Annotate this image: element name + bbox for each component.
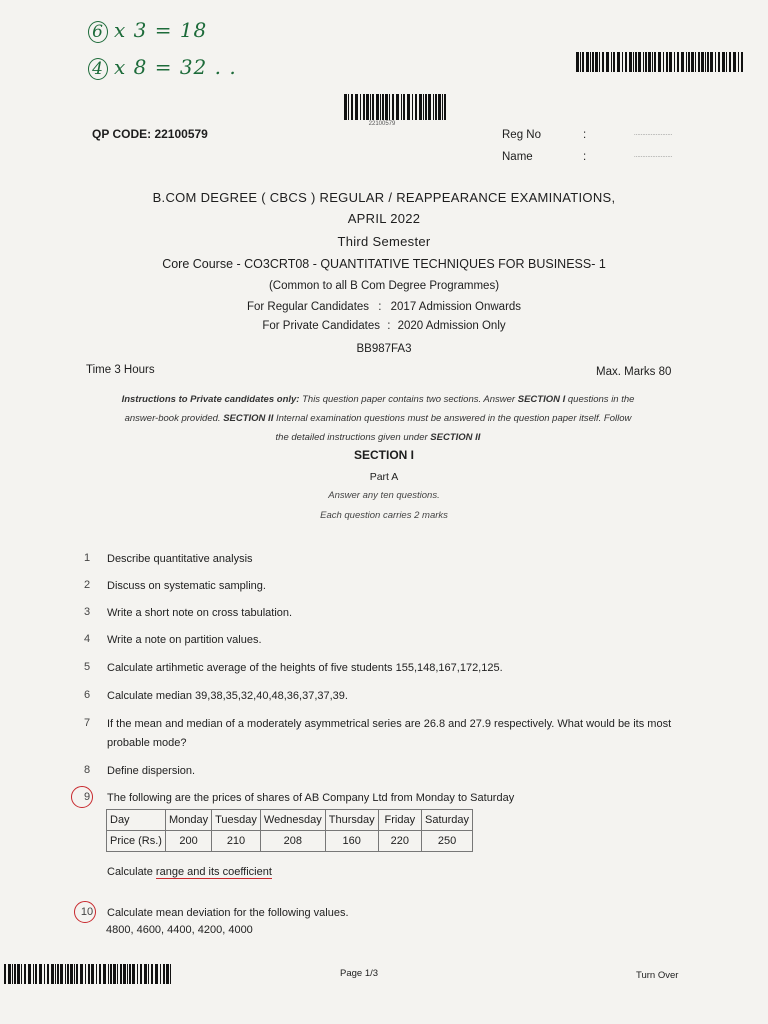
barcode-bar <box>412 94 413 120</box>
barcode-bar <box>163 964 165 984</box>
barcode-bar <box>160 964 161 984</box>
barcode-bar <box>423 94 424 120</box>
barcode-bar <box>74 964 75 984</box>
q9-calc-prefix: Calculate <box>107 866 156 878</box>
question-text: Describe quantitative analysis <box>107 553 253 565</box>
instr-text-3: answer-book provided. <box>124 413 224 424</box>
regular-label: For Regular Candidates <box>246 301 370 313</box>
barcode-bar <box>415 94 417 120</box>
barcode-bar <box>96 964 97 984</box>
exam-date: APRIL 2022 <box>347 211 421 226</box>
table-header-cell: Monday <box>165 810 211 831</box>
table-header-cell: Friday <box>378 810 421 831</box>
barcode-bar <box>132 964 135 984</box>
regular-candidates <box>0 301 768 313</box>
barcode-caption: 22100579 <box>368 121 396 127</box>
question-text: Define dispersion. <box>107 765 196 777</box>
barcode-bar <box>137 964 138 984</box>
private-colon: : <box>387 320 391 332</box>
barcode-bottom-left <box>4 964 172 984</box>
barcode-bar <box>718 52 720 72</box>
table-header-cell: Thursday <box>325 810 378 831</box>
barcode-bar <box>113 964 116 984</box>
barcode-bar <box>729 52 731 72</box>
page-number: Page 1/3 <box>340 968 379 979</box>
barcode-bar <box>645 52 647 72</box>
section-title: SECTION I <box>353 448 414 462</box>
barcode-bar <box>117 964 118 984</box>
table-cell: 250 <box>422 831 473 852</box>
barcode-bar <box>51 964 54 984</box>
barcode-bar <box>351 94 353 120</box>
max-marks: Max. Marks 80 <box>596 366 672 378</box>
barcode-bar <box>144 964 147 984</box>
private-candidates <box>0 320 768 332</box>
barcode-bar <box>44 964 45 984</box>
barcode-bar <box>57 964 59 984</box>
question-text: Discuss on systematic sampling. <box>107 580 266 592</box>
barcode-bar <box>707 52 709 72</box>
question-number: 2 <box>83 579 91 591</box>
barcode-bar <box>123 964 126 984</box>
q9-calculate <box>107 866 272 878</box>
barcode-bar <box>722 52 725 72</box>
barcode-bar <box>643 52 644 72</box>
question-text: If the mean and median of a moderately asymmetrical series are 26.8 and 27.9 respectively. What would be its most probable mode? <box>107 718 672 749</box>
barcode-bar <box>76 964 78 984</box>
barcode-bar <box>663 52 664 72</box>
barcode-bar <box>681 52 684 72</box>
barcode-bar <box>60 964 63 984</box>
question-number: 1 <box>83 552 91 564</box>
reg-no-colon: : <box>583 129 587 141</box>
barcode-bar <box>602 52 604 72</box>
table-cell: 160 <box>325 831 378 852</box>
barcode-bar <box>24 964 26 984</box>
barcode-bar <box>127 964 128 984</box>
barcode-bar <box>419 94 422 120</box>
barcode-bar <box>88 964 90 984</box>
barcode-bar <box>428 94 431 120</box>
barcode-bar <box>166 964 169 984</box>
barcode-bar <box>433 94 434 120</box>
time-allowed: Time 3 Hours <box>86 364 155 376</box>
barcode-bar <box>674 52 675 72</box>
q9-table-wrap <box>106 809 473 852</box>
barcode-bar <box>396 94 399 120</box>
table-cell: 210 <box>212 831 261 852</box>
barcode-bar <box>392 94 394 120</box>
barcode-bar <box>370 94 371 120</box>
question-text: The following are the prices of shares of AB Company Ltd from Monday to Saturday <box>107 792 515 804</box>
part-title: Part A <box>369 471 399 483</box>
barcode-bar <box>648 52 651 72</box>
red-circle-mark <box>74 901 96 923</box>
barcode-bar <box>442 94 443 120</box>
barcode-bar <box>55 964 56 984</box>
barcode-bar <box>613 52 615 72</box>
barcode-bar <box>625 52 627 72</box>
barcode-bar <box>21 964 22 984</box>
barcode-bar <box>738 52 739 72</box>
barcode-bar <box>638 52 641 72</box>
question-number: 6 <box>83 689 91 701</box>
barcode-bar <box>576 52 579 72</box>
instr-text-1: This question paper contains two sections. Answer <box>299 394 518 405</box>
private-value: 2020 Admission Only <box>397 320 506 332</box>
question-number: 7 <box>83 717 91 729</box>
barcode-bar <box>140 964 142 984</box>
barcode-bar <box>425 94 427 120</box>
barcode-bar <box>633 52 634 72</box>
table-cell: 200 <box>165 831 211 852</box>
instr-text-4: Internal examination questions must be answered in the question paper itself. Follow <box>273 413 632 424</box>
private-label: For Private Candidates <box>262 320 380 332</box>
barcode-bar <box>14 964 16 984</box>
answer-any: Answer any ten questions. <box>328 490 440 501</box>
barcode-bar <box>595 52 598 72</box>
table-cell: Price (Rs.) <box>107 831 166 852</box>
table-cell: 208 <box>260 831 325 852</box>
semester: Third Semester <box>337 234 431 249</box>
barcode-bar <box>363 94 365 120</box>
question-number: 8 <box>83 764 91 776</box>
barcode-bar <box>151 964 153 984</box>
barcode-bar <box>360 94 361 120</box>
barcode-bar <box>385 94 388 120</box>
barcode-bar <box>652 52 653 72</box>
instr-bold-4: SECTION II <box>430 432 481 443</box>
barcode-bar <box>403 94 405 120</box>
barcode-bar <box>686 52 687 72</box>
share-price-table <box>106 809 473 852</box>
exam-title: B.COM DEGREE ( CBCS ) REGULAR / REAPPEARANCE EXAMINATIONS, <box>152 190 616 205</box>
handwritten-note-1 <box>88 18 207 43</box>
table-header-cell: Wednesday <box>260 810 325 831</box>
barcode-bar <box>438 94 441 120</box>
barcode-bar <box>110 964 112 984</box>
barcode-bar <box>677 52 679 72</box>
barcode-bar <box>444 94 446 120</box>
barcode-bar <box>401 94 402 120</box>
barcode-bar <box>629 52 632 72</box>
barcode-bar <box>733 52 736 72</box>
question-text: Calculate artihmetic average of the heights of five students 155,148,167,172,125. <box>107 662 503 674</box>
q10-values: 4800, 4600, 4400, 4200, 4000 <box>106 924 253 936</box>
barcode-bar <box>65 964 66 984</box>
barcode-bar <box>592 52 594 72</box>
red-circle-mark <box>71 786 93 808</box>
barcode-bar <box>710 52 713 72</box>
barcode-bar <box>580 52 581 72</box>
barcode-bar <box>103 964 106 984</box>
instr-bold-3: SECTION II <box>223 413 274 424</box>
barcode-bar <box>67 964 69 984</box>
question-text: Write a short note on cross tabulation. <box>107 607 293 619</box>
table-header-cell: Tuesday <box>212 810 261 831</box>
barcode-bar <box>741 52 743 72</box>
barcode-bar <box>622 52 623 72</box>
instr-bold-2: SECTION I <box>517 394 566 405</box>
table-header-cell: Saturday <box>422 810 473 831</box>
circled-number: 4 <box>88 58 108 80</box>
table-cell: 220 <box>378 831 421 852</box>
barcode-bar <box>666 52 668 72</box>
barcode-bar <box>715 52 716 72</box>
barcode-bar <box>17 964 20 984</box>
barcode-bar <box>155 964 158 984</box>
regular-colon: : <box>378 301 382 313</box>
barcode-bar <box>28 964 31 984</box>
barcode-center <box>344 94 448 120</box>
barcode-bar <box>148 964 149 984</box>
barcode-bar <box>695 52 696 72</box>
barcode-bar <box>129 964 131 984</box>
paper-code: BB987FA3 <box>356 343 412 355</box>
barcode-bar <box>366 94 369 120</box>
barcode-bar <box>170 964 171 984</box>
barcode-bar <box>39 964 42 984</box>
table-header-row <box>107 810 473 831</box>
barcode-bar <box>355 94 358 120</box>
question-number: 3 <box>83 606 91 618</box>
barcode-bar <box>611 52 612 72</box>
barcode-bar <box>382 94 384 120</box>
barcode-top-right <box>576 52 744 72</box>
barcode-bar <box>70 964 73 984</box>
question-number: 10 <box>80 906 94 918</box>
barcode-bar <box>705 52 706 72</box>
reg-no-label: Reg No <box>502 129 541 141</box>
course-title: Core Course - CO3CRT08 - QUANTITATIVE TECHNIQUES FOR BUSINESS- 1 <box>162 257 606 271</box>
turn-over: Turn Over <box>636 970 679 981</box>
barcode-bar <box>4 964 6 984</box>
each-carries: Each question carries 2 marks <box>320 510 448 521</box>
barcode-bar <box>688 52 690 72</box>
question-text: Calculate mean deviation for the following values. <box>107 907 349 919</box>
barcode-bar <box>85 964 86 984</box>
instr-text-2: questions in the <box>565 394 635 405</box>
handwritten-text: x 8 = 32 . . <box>114 55 237 79</box>
regular-value: 2017 Admission Onwards <box>390 301 522 313</box>
barcode-bar <box>701 52 704 72</box>
reg-no-field: ....................... <box>634 131 673 137</box>
question-text: Calculate median 39,38,35,32,40,48,36,37,37,39. <box>107 690 348 702</box>
barcode-bar <box>669 52 672 72</box>
name-colon: : <box>583 151 587 163</box>
table-header-cell: Day <box>107 810 166 831</box>
barcode-bar <box>372 94 374 120</box>
barcode-bar <box>635 52 637 72</box>
barcode-bar <box>435 94 437 120</box>
qp-code: QP CODE: 22100579 <box>92 127 208 141</box>
barcode-bar <box>376 94 379 120</box>
barcode-bar <box>108 964 109 984</box>
barcode-bar <box>606 52 609 72</box>
name-label: Name <box>502 151 533 163</box>
instr-text-5: the detailed instructions given under <box>275 432 431 443</box>
handwritten-note-2 <box>88 55 237 80</box>
barcode-bar <box>389 94 390 120</box>
barcode-bar <box>617 52 620 72</box>
barcode-bar <box>12 964 13 984</box>
barcode-bar <box>698 52 700 72</box>
barcode-bar <box>599 52 600 72</box>
barcode-bar <box>344 94 347 120</box>
barcode-bar <box>654 52 656 72</box>
barcode-bar <box>658 52 661 72</box>
table-row <box>107 831 473 852</box>
barcode-bar <box>582 52 584 72</box>
instr-bold-1: Instructions to Private candidates only: <box>121 394 300 405</box>
question-text: Write a note on partition values. <box>107 634 262 646</box>
barcode-bar <box>91 964 94 984</box>
circled-number: 6 <box>88 21 108 43</box>
barcode-bar <box>586 52 589 72</box>
barcode-bar <box>407 94 410 120</box>
barcode-bar <box>691 52 694 72</box>
question-number: 4 <box>83 633 91 645</box>
barcode-bar <box>380 94 381 120</box>
barcode-bar <box>726 52 727 72</box>
barcode-bar <box>47 964 49 984</box>
barcode-bar <box>33 964 34 984</box>
question-number: 9 <box>83 791 91 803</box>
barcode-bar <box>590 52 591 72</box>
name-field: ....................... <box>634 153 673 159</box>
barcode-bar <box>8 964 11 984</box>
barcode-bar <box>99 964 101 984</box>
question-number: 5 <box>83 661 91 673</box>
q9-calc-underlined: range and its coefficient <box>155 866 272 878</box>
barcode-bar <box>348 94 349 120</box>
barcode-bar <box>120 964 122 984</box>
instructions <box>58 390 698 447</box>
common-note: (Common to all B Com Degree Programmes) <box>268 280 500 292</box>
barcode-bar <box>35 964 37 984</box>
barcode-bar <box>80 964 83 984</box>
handwritten-text: x 3 = 18 <box>114 18 208 42</box>
